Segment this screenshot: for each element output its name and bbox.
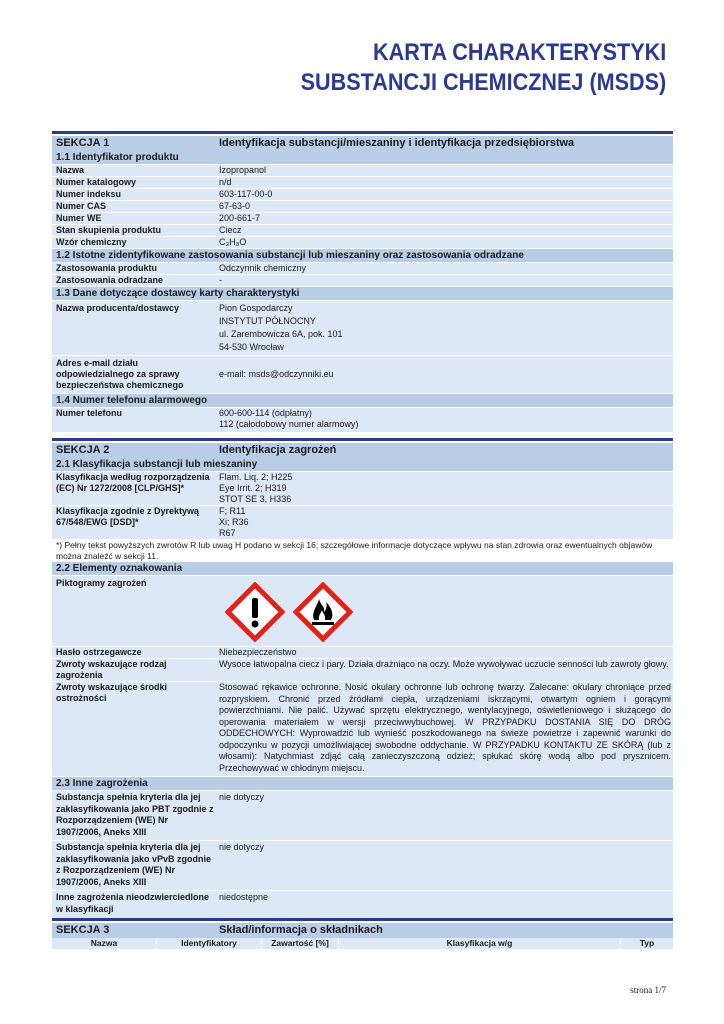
- row-value: Odczynnik chemiczny: [219, 263, 307, 273]
- section-3-rule: [52, 918, 673, 921]
- uses-table: [52, 263, 673, 287]
- row-label: Zastosowania produktu: [56, 263, 158, 273]
- section-1-header: SEKCJA 1 Identyfikacja substancji/mieszaniny i identyfikacja przedsiębiorstwa: [52, 136, 673, 151]
- column-header-content: Zawartość [%]: [262, 938, 339, 949]
- ghs02-flame-icon: [293, 582, 353, 642]
- clp-classification-row: Klasyfikacja według rozporządzenia (EC) Nr 1272/2008 [CLP/GHS]* Flam. Liq. 2; H225 Eye Irrit. 2; H319 STOT SE 3, H336: [52, 472, 673, 506]
- column-header-type: Typ: [639, 938, 655, 948]
- section-2-rule: [52, 438, 673, 441]
- table-row: [52, 263, 673, 275]
- subsection-1-2: 1.2 Istotne zidentyfikowane zastosowania substancji lub mieszaniny oraz zastosowania odradzane: [52, 249, 673, 263]
- ghs07-exclamation-icon: [225, 582, 285, 642]
- title-line-2: SUBSTANCJI CHEMICZNEJ (MSDS): [300, 69, 666, 96]
- signal-word-row: Hasło ostrzegawcze Niebezpieczeństwo: [52, 647, 673, 659]
- row-label: Numer katalogowy: [56, 177, 137, 187]
- section-3: [52, 923, 673, 949]
- row-value: C₃H₈O: [219, 237, 247, 247]
- pbt-row: Substancja spełnia kryteria dla jej zaklasyfikowania jako PBT zgodnie z Rozporządzeniem (WE) Nr 1907/2006, Aneks XIII nie dotyczy: [52, 791, 673, 841]
- title-line-1: KARTA CHARAKTERYSTYKI: [372, 39, 666, 66]
- row-label: Stan skupienia produktu: [56, 225, 162, 235]
- other-hazards-row: Inne zagrożenia nieodzwierciedlone w klasyfikacji niedostępne: [52, 891, 673, 919]
- row-value: n/d: [219, 177, 232, 187]
- column-header-name: Nazwa: [52, 938, 157, 949]
- dsd-classification-row: Klasyfikacja zgodnie z Dyrektywą 67/548/EWG [DSD]* F; R11 Xi; R36 R67: [52, 506, 673, 540]
- hazard-statements-row: Zwroty wskazujące rodzaj zagrożenia Wysoce łatwopalna ciecz i pary. Działa drażniąco na oczy. Może wywoływać uczucie senności lub zawroty głowy.: [52, 659, 673, 682]
- row-value: 67-63-0: [219, 201, 251, 211]
- table-row: [52, 165, 673, 177]
- pictograms-row: Piktogramy zagrożeń: [52, 576, 673, 647]
- row-label: Wzór chemiczny: [56, 237, 127, 247]
- subsection-1-1: 1.1 Identyfikator produktu: [52, 151, 673, 165]
- vpvb-row: Substancja spełnia kryteria dla jej zaklasyfikowania jako vPvB zgodnie z Rozporządzeniem (WE) Nr 1907/2006, Aneks XIII nie dotyczy: [52, 841, 673, 891]
- section-2-header: SEKCJA 2 Identyfikacja zagrożeń: [52, 443, 673, 458]
- document-title: [260, 38, 666, 98]
- section-2: [52, 443, 673, 919]
- phone-row: Numer telefonu 600-600-114 (odpłatny) 112 (całodobowy numer alarmowy): [52, 408, 673, 433]
- column-header-identifiers: Identyfikatory: [157, 938, 262, 949]
- table-row: [52, 213, 673, 225]
- row-label: Numer CAS: [56, 201, 107, 211]
- supplier-row: Nazwa producenta/dostawcy Pion Gospodarczy INSTYTUT PÓŁNOCNY ul. Zarembowicza 6A, pok. 101 54-530 Wrocław: [52, 301, 673, 356]
- ghs-pictograms: [219, 576, 671, 646]
- classification-note: *) Pełny tekst powyższych zwrotów R lub uwag H podano w sekcji 16; szczegółowe informacje dotyczące wpływu na stan zdrowia oraz ewentualnych objawów można znaleźć w sekcji 11.: [52, 540, 673, 562]
- table-row: [52, 189, 673, 201]
- row-label: Nazwa: [56, 165, 85, 175]
- row-value: -: [219, 275, 222, 285]
- column-header-classification: Klasyfikacja w/g: [339, 938, 621, 949]
- precautionary-statements-row: Zwroty wskazujące środki ostrożności Stosować rękawice ochronne. Nosić okulary ochronne lub ochronę twarzy. Zalecane: okulary chroniące przed rozpryskiem. Chronić przed źródłami ciepła, urządzeniami iskrzącymi, otwartym ogniem i gorącymi powierzchniami. Nie palić. Używać sprzętu elektrycznego, wentylacyjnego, oświetleniowego i służącego do operowania materiałem w wersji przeciwwybuchowej. W PRZYPADKU DOSTANIA SIĘ DO DRÓG ODDECHOWYCH: Wyprowadzić lub wynieść poszkodowanego na świeże powietrze i zapewnić warunki do odpoczynku w pozycji umożliwiającej swobodne oddychanie. W PRZYPADKU KONTAKTU ZE SKÓRĄ (lub z włosami): Natychmiast zdjąć całą zanieczyszczoną odzież; spłukać skórę wodą albo pod prysznicem. Przechowywać w chłodnym miejscu.: [52, 682, 673, 777]
- row-label: Numer WE: [56, 213, 102, 223]
- table-row: [52, 275, 673, 287]
- subsection-1-4: 1.4 Numer telefonu alarmowego: [52, 394, 673, 408]
- table-row: [52, 201, 673, 213]
- row-value: 200-661-7: [219, 213, 261, 223]
- row-label: Zastosowania odradzane: [56, 275, 164, 285]
- table-row: [52, 225, 673, 237]
- row-value: Ciecz: [219, 225, 242, 235]
- composition-table-header: [52, 938, 673, 949]
- page-number: strona 1/7: [630, 985, 666, 995]
- subsection-2-1: 2.1 Klasyfikacja substancji lub mieszaniny: [52, 458, 673, 472]
- subsection-2-2: 2.2 Elementy oznakowania: [52, 562, 673, 576]
- row-value: Izopropanol: [219, 165, 267, 175]
- subsection-2-3: 2.3 Inne zagrożenia: [52, 777, 673, 791]
- section-1-rule: [52, 131, 673, 134]
- section-1: [52, 136, 673, 433]
- product-identifier-table: [52, 165, 673, 249]
- section-3-header: SEKCJA 3 Skład/informacja o składnikach: [52, 923, 673, 938]
- row-label: Numer indeksu: [56, 189, 122, 199]
- table-row: [52, 237, 673, 249]
- subsection-1-3: 1.3 Dane dotyczące dostawcy karty charakterystyki: [52, 287, 673, 301]
- table-row: [52, 177, 673, 189]
- email-row: Adres e-mail działu odpowiedzialnego za sprawy bezpieczeństwa chemicznego e-mail: msds@odczynniki.eu: [52, 356, 673, 394]
- row-value: 603-117-00-0: [219, 189, 273, 199]
